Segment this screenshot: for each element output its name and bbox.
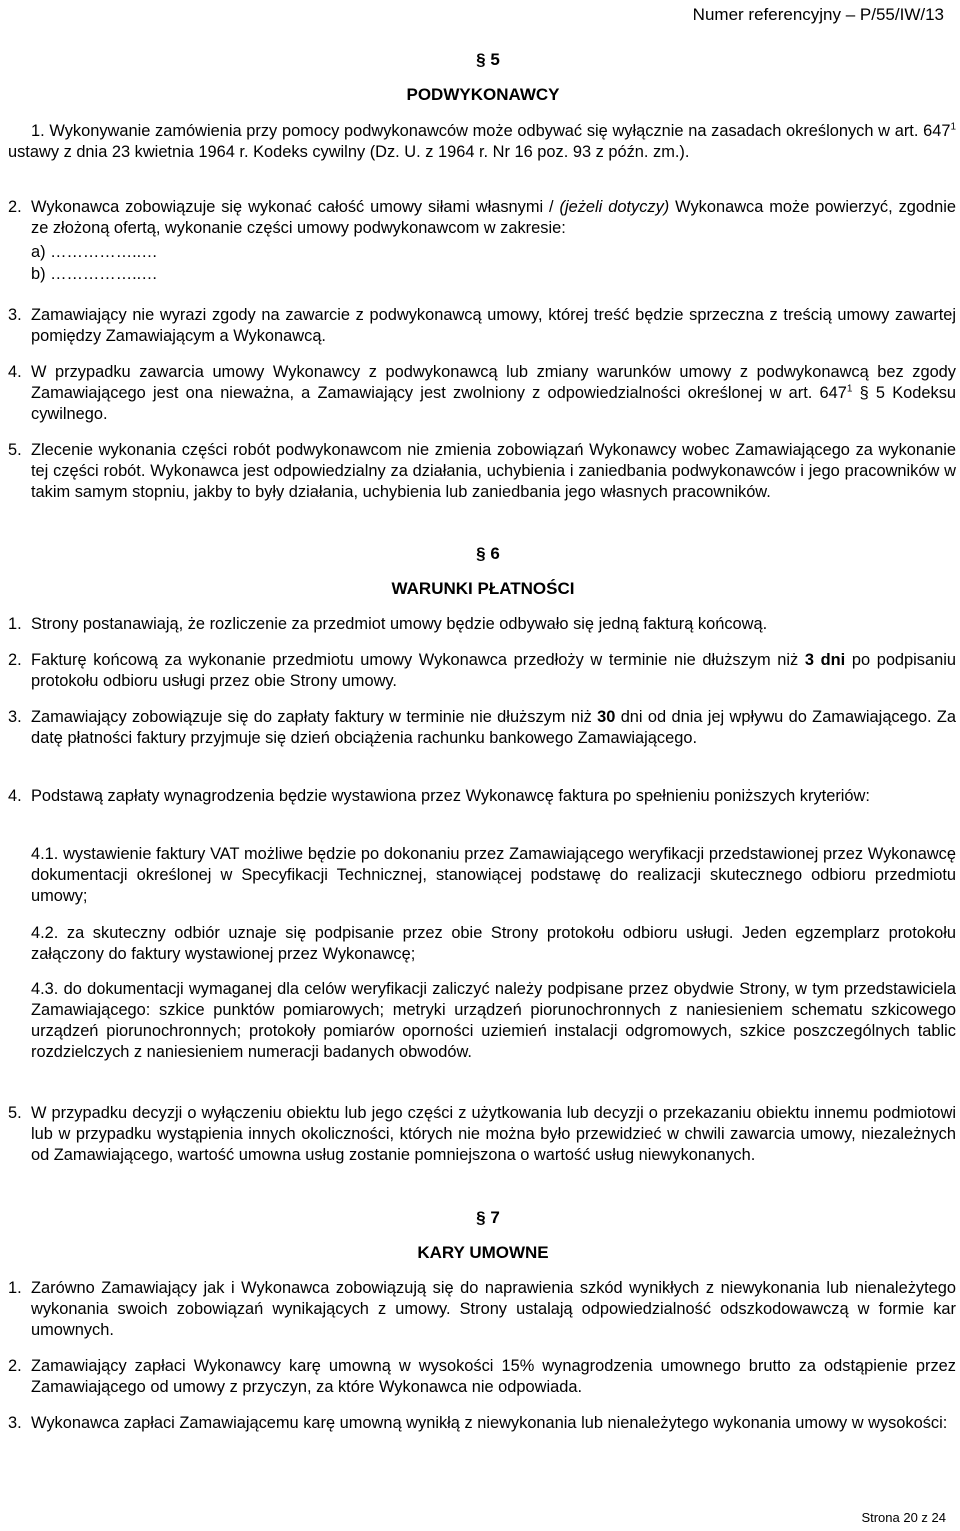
s5-p5-number: 5. [8,441,22,459]
reference-number: Numer referencyjny – P/55/IW/13 [692,5,944,24]
s6-p1-text: Strony postanawiają, że rozliczenie za przedmiot umowy będzie odbywało się jedną fakturą końcową. [31,615,768,633]
s5-paragraph-5 [8,440,956,503]
s7-paragraph-1 [8,1278,956,1341]
s7-paragraph-2 [8,1356,956,1398]
s5-p1-text-b: ustawy z dnia 23 kwietnia 1964 r. Kodeks cywilny (Dz. U. z 1964 r. Nr 16 poz. 93 z późn. zm.). [8,143,690,161]
s7-p2-text: Zamawiający zapłaci Wykonawcy karę umowną w wysokości 15% wynagrodzenia umownego brutto za odstąpienie przez Zamawiającego od umowy z przyczyn, za które Wykonawca nie odpowiada. [31,1357,956,1396]
s6-paragraph-3 [8,707,956,749]
s6-paragraph-1 [8,614,956,635]
section-5-heading [0,50,960,70]
s6-p4-number: 4. [8,787,22,805]
s6-p1-number: 1. [8,615,22,633]
page-number: Strona 20 z 24 [861,1510,946,1525]
s6-paragraph-2 [8,650,956,692]
s6-p4-text: Podstawą zapłaty wynagrodzenia będzie wystawiona przez Wykonawcę faktura po spełnieniu poniższych kryteriów: [31,787,870,805]
section-7-title-wrap [0,1243,960,1263]
section-6-title-wrap [0,579,960,599]
s7-p2-number: 2. [8,1357,22,1375]
s6-paragraph-5 [8,1103,956,1166]
s6-p3-number: 3. [8,708,22,726]
s7-p3-text: Wykonawca zapłaci Zamawiającemu karę umowną wynikłą z niewykonania lub nienależytego wykonania umowy w wysokości: [31,1414,948,1432]
s5-p2-text-a: Wykonawca zobowiązuje się wykonać całość umowy siłami własnymi / [31,198,560,216]
section-6-title: WARUNKI PŁATNOŚCI [391,579,575,598]
s6-p4-item-2: 4.2. za skuteczny odbiór uznaje się podpisanie przez obie Strony protokołu odbioru usługi. Jeden egzemplarz protokołu załączony do faktury wystawionej przez Wykonawcę; [31,924,956,963]
s6-p2-number: 2. [8,651,22,669]
s6-p3-text-a: Zamawiający zobowiązuje się do zapłaty faktury w terminie nie dłuższym niż [31,708,598,726]
section-6-number: § 6 [476,544,500,563]
s6-p3-bold: 30 [597,708,616,726]
s6-p4-item-1: 4.1. wystawienie faktury VAT możliwe będzie po dokonaniu przez Zamawiającego weryfikacji przedstawionej przez Wykonawcę dokumentacji określonej w Specyfikacji Technicznej, stanowiącej podstawę do realizacji skutecznego odbioru przedmiotu umowy; [31,845,956,905]
s5-p4-sup: 1 [846,383,853,395]
s6-p2-bold: 3 dni [804,651,846,669]
s7-p1-number: 1. [8,1279,22,1297]
s5-p2-text-b: Wykonawca może powierzyć, zgodnie ze złożoną ofertą, wykonanie części umowy podwykonawcom w zakresie: [31,198,956,237]
s5-p1-number: 1. [31,122,45,140]
s6-p2-text-a: Fakturę końcową za wykonanie przedmiotu umowy Wykonawca przedłoży w terminie nie dłuższym niż [31,651,805,669]
section-7-title: KARY UMOWNE [417,1243,549,1262]
section-7-number: § 7 [476,1208,500,1227]
s5-p2-item-b: b) ……………..… [31,265,158,283]
s5-p4-text-b: § 5 Kodeksu cywilnego. [31,384,957,423]
s7-p1-text: Zarówno Zamawiający jak i Wykonawca zobowiązują się do naprawienia szkód wynikłych z niewykonania lub nienależytego wykonania swoich zobowiązań wynikających z umowy. Strony ustalają odpowiedzialność odszkodowawczą w formie kar umownych. [31,1279,956,1339]
s6-p5-text: W przypadku decyzji o wyłączeniu obiektu lub jego części z użytkowania lub decyzji o przekazaniu obiektu innemu podmiotowi lub w przypadku wystąpienia innych okoliczności, których nie można było przewidzieć w chwili zawarcia umowy, niezależnych od Zamawiającego, wartość umowna usług zostanie pomniejszona o wartość usług niewykonanych. [31,1104,956,1164]
section-5-number: § 5 [476,50,500,69]
section-5-title: PODWYKONAWCY [406,85,560,104]
s5-p2-item-a: a) ……………..… [31,243,158,261]
section-6-heading [0,544,960,564]
s5-p1-sup: 1 [950,121,956,133]
s5-paragraph-3 [8,305,956,347]
s6-p5-number: 5. [8,1104,22,1122]
s5-p4-text-a: W przypadku zawarcia umowy Wykonawcy z podwykonawcą lub zmiany warunków umowy z podwykonawcą bez zgody Zamawiającego jest ona nieważna, a Zamawiający jest zwolniony z odpowiedzialności określonej w art. 647 [31,363,956,402]
s6-p4-item-3: 4.3. do dokumentacji wymaganej dla celów weryfikacji zaliczyć należy podpisane przez obydwie Strony, w tym przedstawiciela Zamawiającego: szkice punktów pomiarowych; metryki urządzeń piorunochronnych z naniesieniem schematu szkicowego urządzeń piorunochronnych; protokoły pomiarów oporności uziemień instalacji odgromowych, szkice poszczególnych tablic rozdzielczych z naniesieniem numeracji badanych obwodów. [31,980,956,1061]
s5-p3-number: 3. [8,306,22,324]
s5-p3-text: Zamawiający nie wyrazi zgody na zawarcie z podwykonawcą umowy, której treść będzie sprzeczna z treścią umowy zawartej pomiędzy Zamawiającym a Wykonawcą. [31,306,956,345]
s6-p2-text-b: po podpisaniu protokołu odbioru usługi przez obie Strony umowy. [31,651,956,690]
s5-p4-number: 4. [8,363,22,381]
s6-p3-text-b: dni od dnia jej wpływu do Zamawiającego. Za datę płatności faktury przyjmuje się dzień obciążenia rachunku bankowego Zamawiającego. [31,708,956,747]
s5-paragraph-1 [8,121,956,163]
section-5-title-wrap [0,85,960,105]
s7-p3-number: 3. [8,1414,22,1432]
s5-p2-number: 2. [8,198,22,216]
section-7-heading [0,1208,960,1228]
s5-paragraph-4 [8,362,956,425]
s5-p5-text: Zlecenie wykonania części robót podwykonawcom nie zmienia zobowiązań Wykonawcy wobec Zamawiającego za wykonanie tej części robót. Wykonawca jest odpowiedzialny za działania, uchybienia i zaniedbania podwykonawców i jego pracowników w takim samym stopniu, jakby to były działania, uchybienia lub zaniedbania jego własnych pracowników. [31,441,956,501]
s5-paragraph-2 [8,197,956,239]
s5-p1-text-a: Wykonywanie zamówienia przy pomocy podwykonawców może odbywać się wyłącznie na zasadach określonych w art. 647 [49,122,951,140]
s7-paragraph-3 [8,1413,956,1434]
s5-p2-text-italic: (jeżeli dotyczy) [559,198,670,216]
s6-paragraph-4 [8,786,956,807]
